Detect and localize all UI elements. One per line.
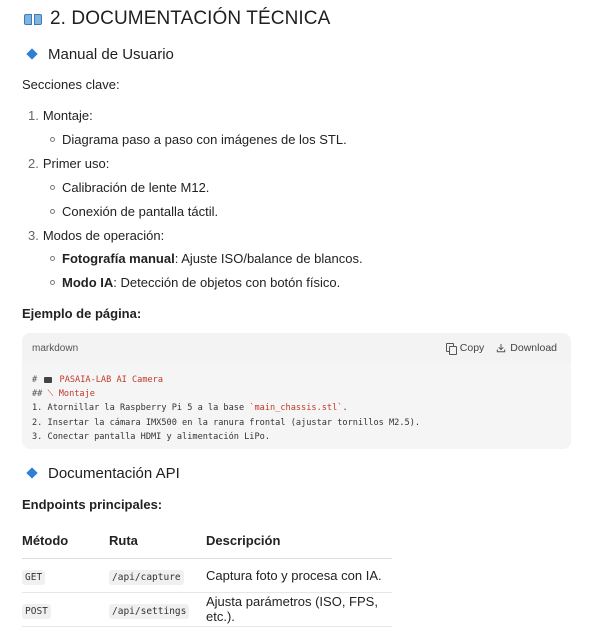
code-block-header <box>22 333 571 363</box>
api-heading <box>24 462 180 484</box>
list-item-modos: 3. Modos de operación: <box>28 228 165 243</box>
list-subitem: Modo IA : Detección de objetos con botón físico. <box>50 275 340 290</box>
route-code: /api/settings <box>109 604 189 619</box>
code-line: ## ⟍ Montaje <box>32 389 95 400</box>
circle-bullet-icon <box>50 280 55 285</box>
table-header-row <box>22 523 392 558</box>
manual-heading <box>24 43 174 65</box>
endpoints-label: Endpoints principales: <box>22 497 163 512</box>
diamond-bullet-icon <box>26 48 37 59</box>
download-button[interactable]: Download <box>496 342 557 354</box>
circle-bullet-icon <box>50 209 55 214</box>
code-line: 3. Conectar pantalla HDMI y alimentación LiPo. <box>32 431 270 442</box>
description-cell: Captura foto y procesa con IA. <box>206 558 392 592</box>
list-item-montaje: 1. Montaje: <box>28 108 93 123</box>
key-sections-label: Secciones clave: <box>22 77 120 92</box>
list-subitem: Calibración de lente M12. <box>50 180 209 195</box>
section-title-text: 2. DOCUMENTACIÓN TÉCNICA <box>50 8 331 29</box>
diamond-bullet-icon <box>26 467 37 478</box>
book-icon <box>24 11 42 27</box>
method-code: GET <box>22 570 45 585</box>
route-code: /api/capture <box>109 570 184 585</box>
circle-bullet-icon <box>50 185 55 190</box>
code-language: markdown <box>32 342 79 354</box>
api-heading-text: Documentación API <box>48 464 180 482</box>
description-cell: Ajusta parámetros (ISO, FPS, etc.). <box>206 592 392 626</box>
copy-icon <box>446 343 456 353</box>
circle-bullet-icon <box>50 256 55 261</box>
endpoints-table <box>22 523 392 627</box>
wrench-icon: ⟍ <box>47 389 54 400</box>
copy-button[interactable]: Copy <box>446 342 485 354</box>
code-block <box>22 333 571 449</box>
column-header: Método <box>22 523 109 558</box>
list-subitem: Diagrama paso a paso con imágenes de los STL. <box>50 132 347 147</box>
list-subitem: Fotografía manual : Ajuste ISO/balance de blancos. <box>50 251 363 266</box>
method-code: POST <box>22 604 51 619</box>
table-row <box>22 558 392 592</box>
table-row <box>22 592 392 626</box>
section-title <box>24 6 330 32</box>
download-icon <box>496 343 506 353</box>
code-line: 2. Insertar la cámara IMX500 en la ranura frontal (ajustar tornillos M2.5). <box>32 417 421 428</box>
camera-icon <box>44 377 52 383</box>
manual-heading-text: Manual de Usuario <box>48 45 174 63</box>
list-item-primer-uso: 2. Primer uso: <box>28 156 110 171</box>
code-line: # PASAIA-LAB AI Camera <box>32 375 164 385</box>
code-line: 1. Atornillar la Raspberry Pi 5 a la base `main_chassis.stl`. <box>32 403 348 414</box>
example-label: Ejemplo de página: <box>22 306 142 321</box>
circle-bullet-icon <box>50 137 55 142</box>
list-subitem: Conexión de pantalla táctil. <box>50 204 218 219</box>
code-body <box>22 363 571 454</box>
column-header: Descripción <box>206 523 392 558</box>
column-header: Ruta <box>109 523 206 558</box>
